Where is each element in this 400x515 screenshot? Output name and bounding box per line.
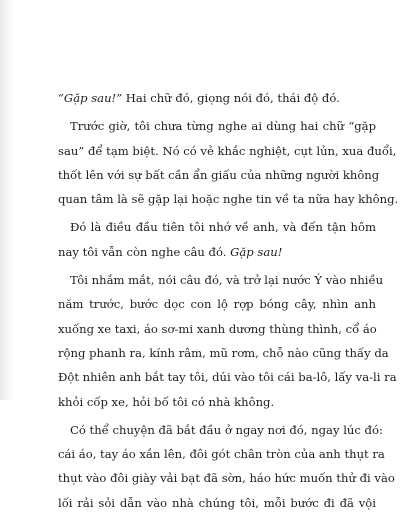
italic-quote: Gặp sau! — [230, 244, 283, 259]
paragraph — [58, 86, 376, 110]
text-line: Có thể chuyện đã bắt đầu ở ngay nơi đó, ngay lúc đó: — [70, 422, 383, 437]
text-line: rộng phanh ra, kính râm, mũ rơm, chỗ nào cũng thấy da — [58, 345, 389, 360]
text-line: thụt vào đôi giày vải bạt đã sờn, háo hức muốn thử đi vào — [58, 471, 395, 486]
paragraph — [58, 268, 397, 414]
text-line: Đột nhiên anh bắt tay tôi, dúi vào tôi cái ba-lô, lấy va-li ra — [58, 370, 397, 385]
text-line: Đó là điều đầu tiên tôi nhớ về anh, và đến tận hôm — [70, 220, 376, 235]
text-line: lối rải sỏi dẫn vào nhà chúng tôi, mỗi bước đi đã vội — [58, 495, 376, 510]
page-gutter-shadow — [0, 0, 14, 400]
text-line — [58, 240, 376, 264]
text-line: xuống xe taxi, áo sơ-mi xanh dương thùng thình, cổ áo — [58, 321, 377, 336]
text-line: quan tâm là sẽ gặp lại hoặc nghe tin về ta nữa hay không. — [58, 192, 399, 207]
text-line — [58, 86, 376, 110]
paragraph — [58, 215, 376, 264]
text-line: khỏi cốp xe, hỏi bố tôi có nhà không. — [58, 394, 275, 409]
paragraph — [58, 114, 399, 211]
text-line: thốt lên với sự bất cần ẩn giấu của những người không — [58, 167, 380, 182]
text-line: sau” để tạm biệt. Nó có vẻ khắc nghiệt, cụt lủn, xua đuổi, — [58, 143, 397, 158]
text-run: Hai chữ đó, giọng nói đó, thái độ đó. — [122, 91, 340, 105]
body-text — [58, 86, 399, 510]
text-line: năm trước, bước dọc con lộ rợp bóng cây, nhìn anh — [58, 297, 376, 312]
text-run: nay tôi vẫn còn nghe câu đó. — [58, 244, 231, 259]
text-line: Tôi nhắm mắt, nói câu đó, và trở lại nước Ý vào nhiều — [70, 273, 384, 288]
text-line: Trước giờ, tôi chưa từng nghe ai dùng hai chữ “gặp — [70, 119, 376, 134]
italic-quote: “Gặp sau!” — [58, 91, 123, 105]
text-line: cái áo, tay áo xắn lên, đôi gót chân tròn của anh thụt ra — [58, 447, 385, 462]
paragraph — [58, 418, 395, 510]
